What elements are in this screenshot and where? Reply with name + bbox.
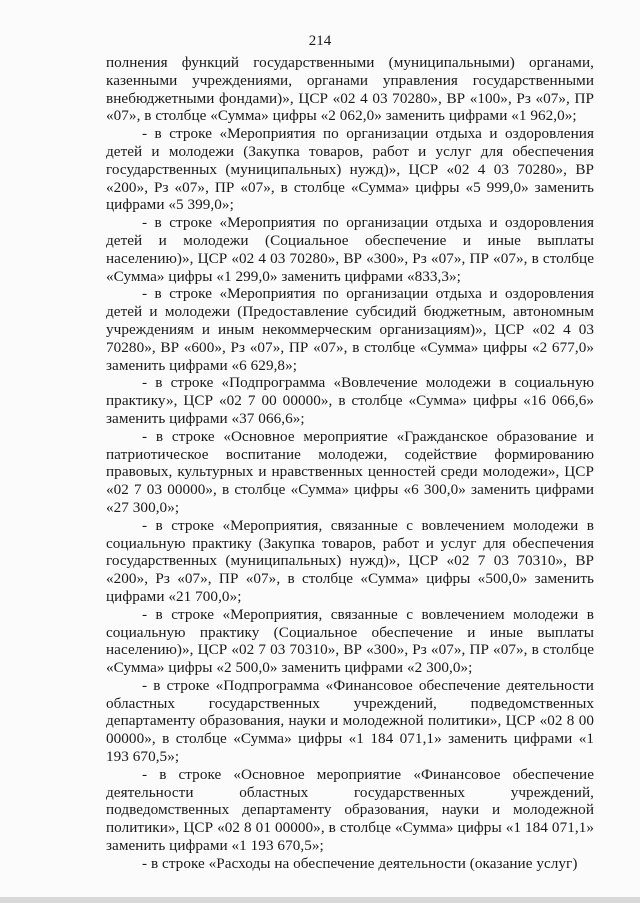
paragraph-item: - в строке «Подпрограмма «Вовлечение молодежи в социальную практику», ЦСР «02 7 00 00000», в столбце «Сумма» цифры «16 066,6» заменить цифрами «37 066,6»; [106, 374, 594, 427]
paragraph-item: - в строке «Мероприятия по организации отдыха и оздоровления детей и молодежи (Социальное обеспечение и иные выплаты населению)», ЦСР «02 4 03 70280», ВР «300», Рз «07», ПР «07», в столбце «Сумма» цифры «1 299,0» заменить цифрами «833,3»; [106, 214, 594, 285]
paragraph-item-partial: - в строке «Расходы на обеспечение деятельности (оказание услуг) [142, 854, 578, 872]
paragraph-item: - в строке «Мероприятия по организации отдыха и оздоровления детей и молодежи (Закупка товаров, работ и услуг для обеспечения государственных (муниципальных) нужд)», ЦСР «02 4 03 70280», ВР «200», Рз «07», ПР «07», в столбце «Сумма» цифры «5 999,0» заменить цифрами «5 399,0»; [106, 125, 594, 214]
paragraph-item: - в строке «Мероприятия, связанные с вовлечением молодежи в социальную практику (Закупка товаров, работ и услуг для обеспечения государственных (муниципальных) нужд)», ЦСР «02 7 03 70310», ВР «200», Рз «07», ПР «07», в столбце «Сумма» цифры «500,0» заменить цифрами «21 700,0»; [106, 516, 594, 605]
page-number: 214 [308, 33, 332, 49]
paragraph-item: - в строке «Подпрограмма «Финансовое обеспечение деятельности областных государственных учреждений, подведомственных департаменту образования, науки и молодежной политики», ЦСР «02 8 00 00000», в столбце «Сумма» цифры «1 184 071,1» заменить цифрами «1 193 670,5»; [106, 676, 594, 766]
paragraph-item: - в строке «Мероприятия, связанные с вовлечением молодежи в социальную практику (Социальное обеспечение и иные выплаты населению)», ЦСР «02 7 03 70310», ВР «300», Рз «07», ПР «07», в столбце «Сумма» цифры «2 500,0» заменить цифрами «2 300,0»; [106, 605, 594, 677]
paragraph-item: - в строке «Основное мероприятие «Гражданское образование и патриотическое воспитание молодежи, содействие формированию правовых, культурных и нравственных ценностей среди молодежи», ЦСР «02 7 03 00000», в столбце «Сумма» цифры «6 300,0» заменить цифрами «27 300,0»; [106, 427, 594, 516]
paragraph-item: - в строке «Мероприятия по организации отдыха и оздоровления детей и молодежи (Предоставление субсидий бюджетным, автономным учреждениям и иным некоммерческим организациям)», ЦСР «02 4 03 70280», ВР «600», Рз «07», ПР «07», в столбце «Сумма» цифры «2 677,0» заменить цифрами «6 629,8»; [106, 285, 594, 374]
paragraph-continuation: полнения функций государственными (муниципальными) органами, казенными учреждениями, органами управления государственными внебюджетными фондами)», ЦСР «02 4 03 70280», ВР «100», Рз «07», ПР «07», в столбце «Сумма» цифры «2 062,0» заменить цифрами «1 962,0»; [106, 54, 594, 125]
scan-bottom-edge [0, 897, 640, 903]
paragraph-item: - в строке «Основное мероприятие «Финансовое обеспечение деятельности областных государственных учреждений, подведомственных департаменту образования, науки и молодежной политики», ЦСР «02 8 01 00000», в столбце «Сумма» цифры «1 184 071,1» заменить цифрами «1 193 670,5»; [106, 765, 594, 855]
document-body [106, 54, 594, 873]
